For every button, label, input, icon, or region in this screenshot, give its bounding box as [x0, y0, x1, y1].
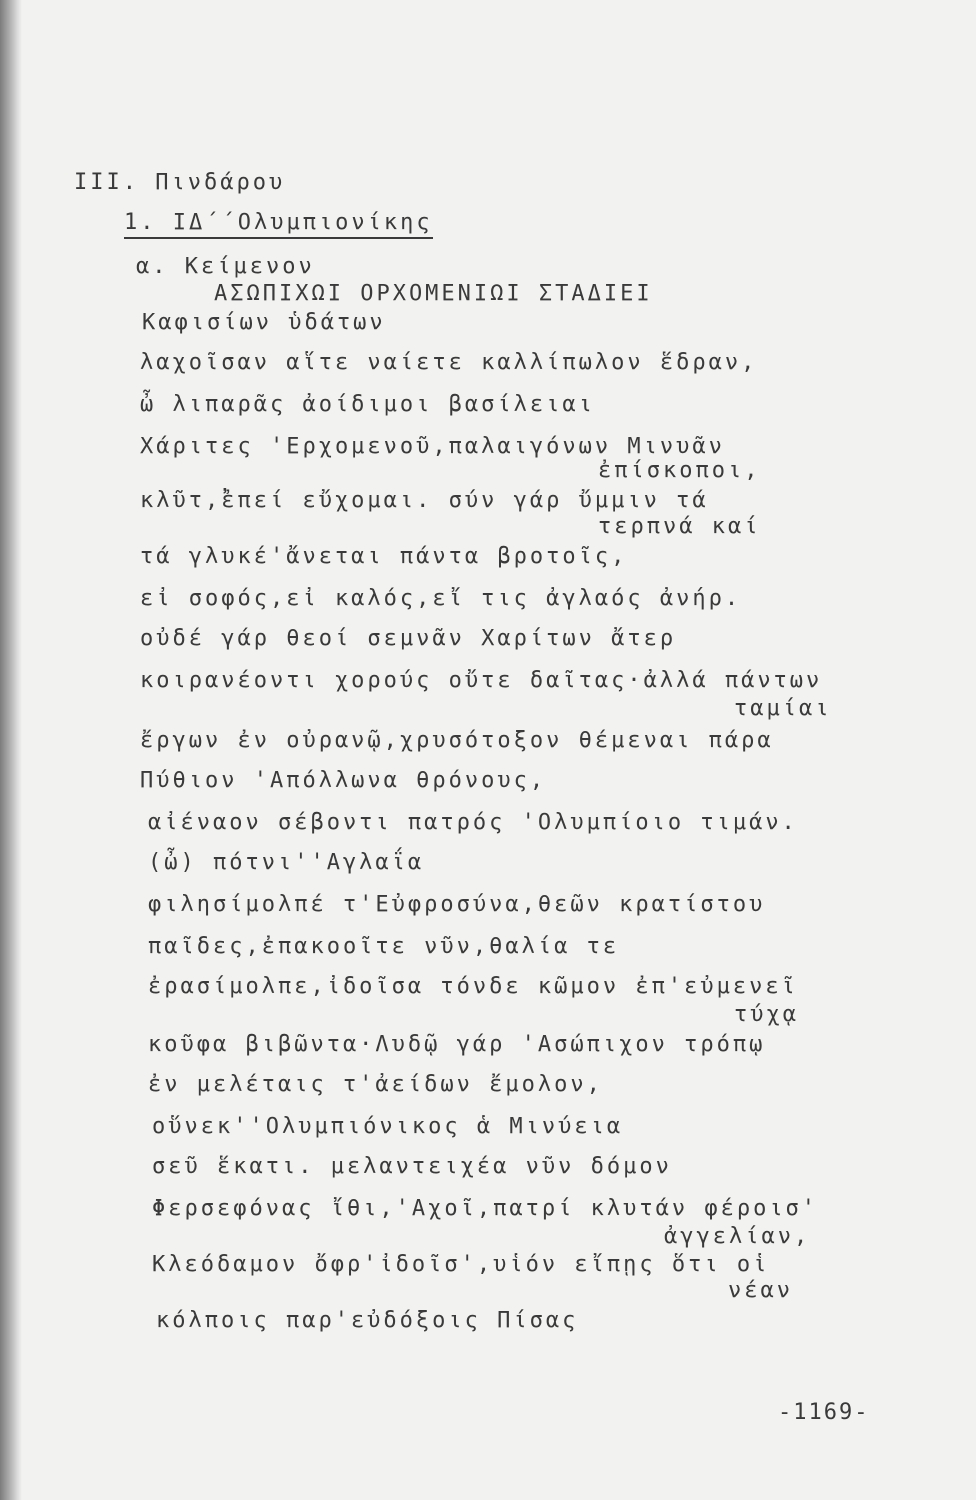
- poem-line: κόλποις παρ'εὐδόξοις Πίσας: [156, 1308, 579, 1333]
- poem-line: οὕνεκ''Ολυμπιόνικος ἁ Μινύεια: [152, 1114, 624, 1139]
- poem-line: παῖδες,ἐπακοοῖτε νῦν,θαλία τε: [148, 934, 620, 959]
- poem-line: σεῦ ἕκατι. μελαντειχέα νῦν δόμον: [152, 1154, 672, 1179]
- poem-line: ὦ λιπαρᾶς ἀοίδιμοι βασίλειαι: [140, 392, 595, 417]
- poem-line-continuation: τερπνά καί: [598, 514, 761, 539]
- poem-line: Καφισίων ὑδάτων: [142, 310, 386, 335]
- poem-line-continuation: νέαν: [728, 1278, 793, 1303]
- poem-line-continuation: τύχᾳ: [734, 1002, 799, 1027]
- poem-line: κοιρανέοντι χορούς οὔτε δαῖτας·ἀλλά πάντων: [140, 668, 823, 693]
- poem-line: Πύθιον 'Απόλλωνα θρόνους,: [140, 768, 547, 793]
- poem-line: ἐρασίμολπε,ἰδοῖσα τόνδε κῶμον ἐπ'εὐμενεῖ: [148, 974, 798, 999]
- poem-line: ἐν μελέταις τ'ἀείδων ἔμολον,: [148, 1072, 603, 1097]
- poem-line: Χάριτες 'Ερχομενοῦ,παλαιγόνων Μινυᾶν: [140, 434, 725, 459]
- poem-line: αἰέναον σέβοντι πατρός 'Ολυμπίοιο τιμάν.: [148, 810, 798, 835]
- poem-line: τά γλυκέ'ἄνεται πάντα βροτοῖς,: [140, 544, 628, 569]
- poem-line: Φερσεφόνας ἴθι,'Αχοῖ,πατρί κλυτάν φέροισ': [152, 1196, 819, 1221]
- poem-line: λαχοῖσαν αἵτε ναίετε καλλίπωλον ἕδραν,: [140, 350, 758, 375]
- poem-line: κλῦτ,̓ἐπεί εὔχομαι. σύν γάρ ὔμμιν τά: [140, 488, 709, 513]
- poem-line: Κλεόδαμον ὄφρ'ἰδοῖσ',υἱόν εἴπῃς ὅτι οἱ: [152, 1252, 770, 1277]
- poem-line: φιλησίμολπέ τ'Εὐφροσύνα,θεῶν κρατίστου: [148, 892, 766, 917]
- poem-line-continuation: ταμίαι: [734, 696, 832, 721]
- poem-line: (ὦ) πότνι''Αγλαΐα: [148, 850, 425, 875]
- poem-line: εἰ σοφός,εἰ καλός,εἴ τις ἀγλαός ἀνήρ.: [140, 586, 742, 611]
- poem-line: οὐδέ γάρ θεοί σεμνᾶν Χαρίτων ἄτερ: [140, 626, 677, 651]
- subsection-heading: 1. ΙΔ΄΄Ολυμπιονίκης: [124, 212, 433, 239]
- page-number: -1169-: [778, 1400, 870, 1425]
- poem-title: ΑΣΩΠΙΧΩΙ ΟΡΧΟΜΕΝΙΩΙ ΣΤΑΔΙΕΙ: [214, 281, 653, 306]
- poem-line-continuation: ἐπίσκοποι,: [598, 458, 761, 483]
- poem-line: κοῦφα βιβῶντα·Λυδῷ γάρ 'Ασώπιχον τρόπῳ: [148, 1032, 766, 1057]
- poem-line: ἔργων ἐν οὐρανῷ,χρυσότοξον θέμεναι πάρα: [140, 728, 774, 753]
- poem-line-continuation: ἀγγελίαν,: [664, 1224, 811, 1249]
- subheading: α. Κείμενον: [136, 254, 315, 279]
- section-heading: III. Πινδάρου: [74, 170, 286, 195]
